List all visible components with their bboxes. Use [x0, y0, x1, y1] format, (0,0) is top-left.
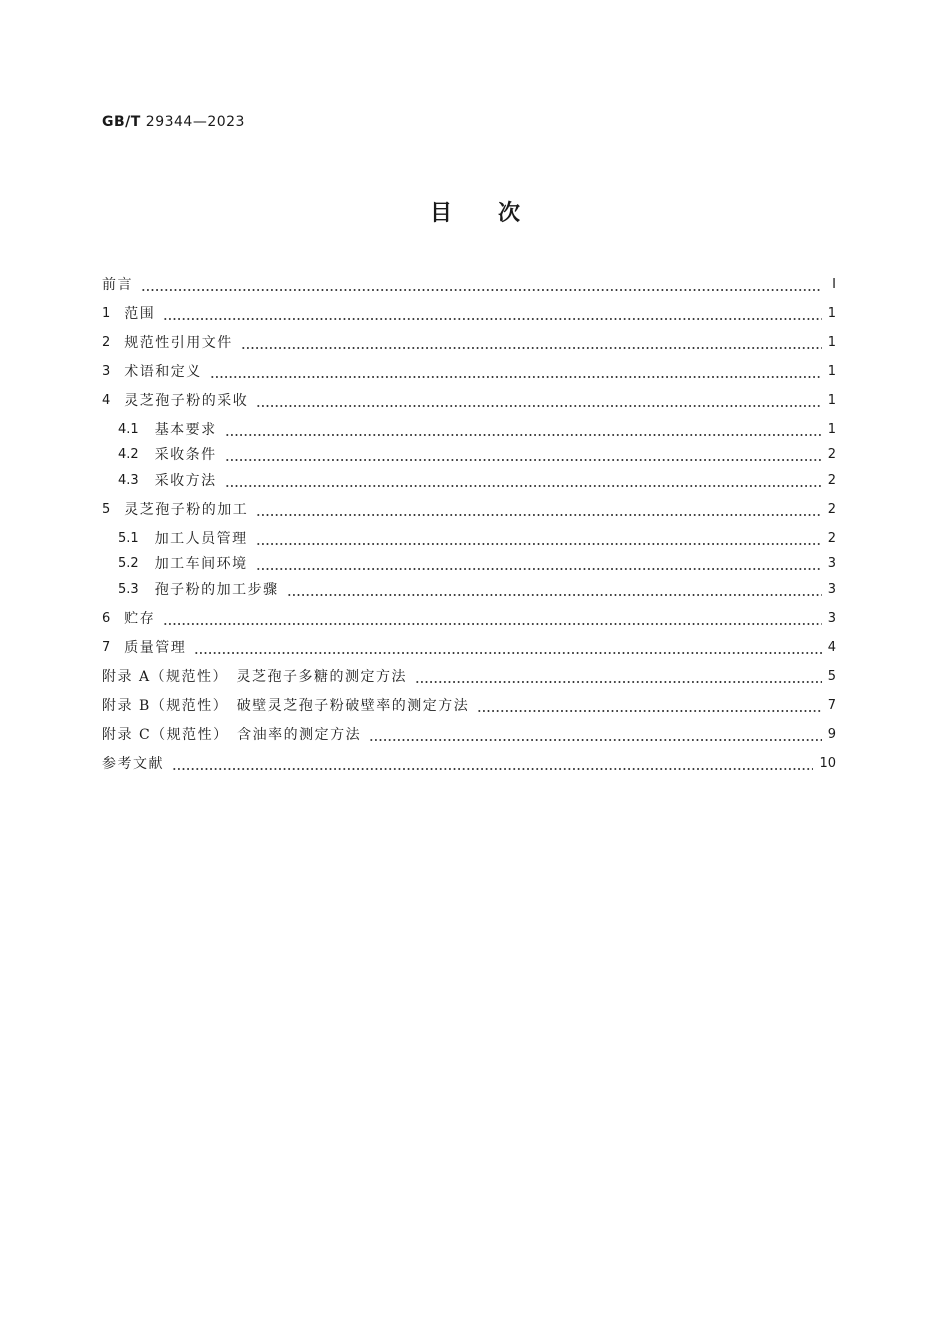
toc-entry-label: 质量管理: [124, 640, 187, 656]
toc-entry-page: 4: [827, 640, 836, 655]
toc-entry-foreword[interactable]: [102, 275, 836, 295]
leader-dots: [287, 580, 822, 600]
page-title: [0, 196, 950, 227]
toc-entry-5-3[interactable]: [118, 580, 836, 600]
title-char-1: 目: [429, 201, 452, 226]
leader-dots: [210, 362, 822, 382]
toc-entry-page: 2: [827, 447, 836, 462]
toc-entry-number: 7: [102, 640, 111, 655]
toc-entry-number: 2: [102, 335, 111, 350]
toc-entry-label: 加工车间环境: [154, 556, 248, 572]
leader-dots: [141, 275, 822, 295]
toc-entry-2[interactable]: [102, 333, 836, 353]
leader-dots: [163, 609, 821, 629]
toc-entry-label: 附录 A（规范性） 灵芝孢子多糖的测定方法: [102, 669, 408, 685]
toc-entry-4[interactable]: [102, 391, 836, 411]
toc-entry-number: 5.3: [118, 582, 139, 597]
standard-number: 29344—2023: [145, 114, 245, 130]
toc-entry-appendix-a[interactable]: [102, 667, 836, 687]
toc-entry-label: 前言: [102, 277, 133, 293]
toc-entry-label: 采收方法: [154, 473, 217, 489]
leader-dots: [225, 471, 822, 491]
toc-entry-1[interactable]: [102, 304, 836, 324]
leader-dots: [225, 445, 822, 465]
toc-entry-label: 加工人员管理: [154, 531, 248, 547]
toc-entry-page: 1: [827, 306, 836, 321]
toc-entry-page: 10: [819, 756, 836, 771]
toc-entry-number: 4.1: [118, 422, 139, 437]
leader-dots: [256, 529, 822, 549]
toc-entry-5[interactable]: [102, 500, 836, 520]
toc-entry-label: 灵芝孢子粉的采收: [124, 393, 249, 409]
toc-entry-number: 6: [102, 611, 111, 626]
toc-entry-label: 规范性引用文件: [124, 335, 233, 351]
toc-entry-number: 5: [102, 502, 111, 517]
toc-entry-7[interactable]: [102, 638, 836, 658]
toc-entry-number: 4: [102, 393, 111, 408]
toc-entry-label: 附录 B（规范性） 破壁灵芝孢子粉破壁率的测定方法: [102, 698, 470, 714]
toc-entry-label: 附录 C（规范性） 含油率的测定方法: [102, 727, 362, 743]
toc-entry-page: 2: [827, 473, 836, 488]
toc-entry-label: 范围: [124, 306, 156, 322]
toc-entry-number: 1: [102, 306, 111, 321]
toc-entry-page: 1: [827, 364, 836, 379]
title-char-2: 次: [498, 201, 521, 226]
toc-entry-number: 5.1: [118, 531, 139, 546]
leader-dots: [256, 391, 821, 411]
leader-dots: [241, 333, 822, 353]
toc-entry-references[interactable]: [102, 754, 836, 774]
toc-entry-page: 7: [827, 698, 836, 713]
leader-dots: [369, 725, 822, 745]
toc-entry-page: 1: [827, 335, 836, 350]
leader-dots: [194, 638, 821, 658]
standard-prefix: GB/T: [102, 114, 141, 130]
toc-entry-page: 3: [827, 611, 836, 626]
leader-dots: [256, 554, 822, 574]
toc-entry-page: 2: [827, 531, 836, 546]
toc-entry-5-2[interactable]: [118, 554, 836, 574]
toc-entry-number: 4.2: [118, 447, 139, 462]
toc-entry-5-1[interactable]: [118, 529, 836, 549]
toc-entry-page: 2: [827, 502, 836, 517]
toc-entry-label: 参考文献: [102, 756, 164, 772]
toc-entry-page: 9: [827, 727, 836, 742]
toc-entry-page: 1: [827, 393, 836, 408]
leader-dots: [163, 304, 821, 324]
toc-entry-page: 3: [827, 582, 836, 597]
toc-entry-3[interactable]: [102, 362, 836, 382]
toc-entry-number: 4.3: [118, 473, 139, 488]
toc-entry-number: 5.2: [118, 556, 139, 571]
toc-entry-page: Ⅰ: [832, 277, 836, 292]
toc-entry-page: 5: [827, 669, 836, 684]
toc-entry-label: 基本要求: [154, 422, 217, 438]
toc-entry-label: 贮存: [124, 611, 156, 627]
toc-entry-label: 采收条件: [154, 447, 217, 463]
leader-dots: [172, 754, 813, 774]
standard-code: [102, 114, 245, 130]
leader-dots: [225, 420, 822, 440]
toc-entry-appendix-c[interactable]: [102, 725, 836, 745]
leader-dots: [415, 667, 822, 687]
leader-dots: [256, 500, 821, 520]
toc-entry-label: 灵芝孢子粉的加工: [124, 502, 249, 518]
toc-entry-4-1[interactable]: [118, 420, 836, 440]
toc-entry-page: 3: [827, 556, 836, 571]
toc-entry-4-3[interactable]: [118, 471, 836, 491]
toc-entry-label: 孢子粉的加工步骤: [154, 582, 279, 598]
toc-entry-6[interactable]: [102, 609, 836, 629]
toc-entry-label: 术语和定义: [124, 364, 202, 380]
toc-entry-page: 1: [827, 422, 836, 437]
toc-entry-appendix-b[interactable]: [102, 696, 836, 716]
leader-dots: [477, 696, 821, 716]
toc-entry-number: 3: [102, 364, 111, 379]
toc-entry-4-2[interactable]: [118, 445, 836, 465]
